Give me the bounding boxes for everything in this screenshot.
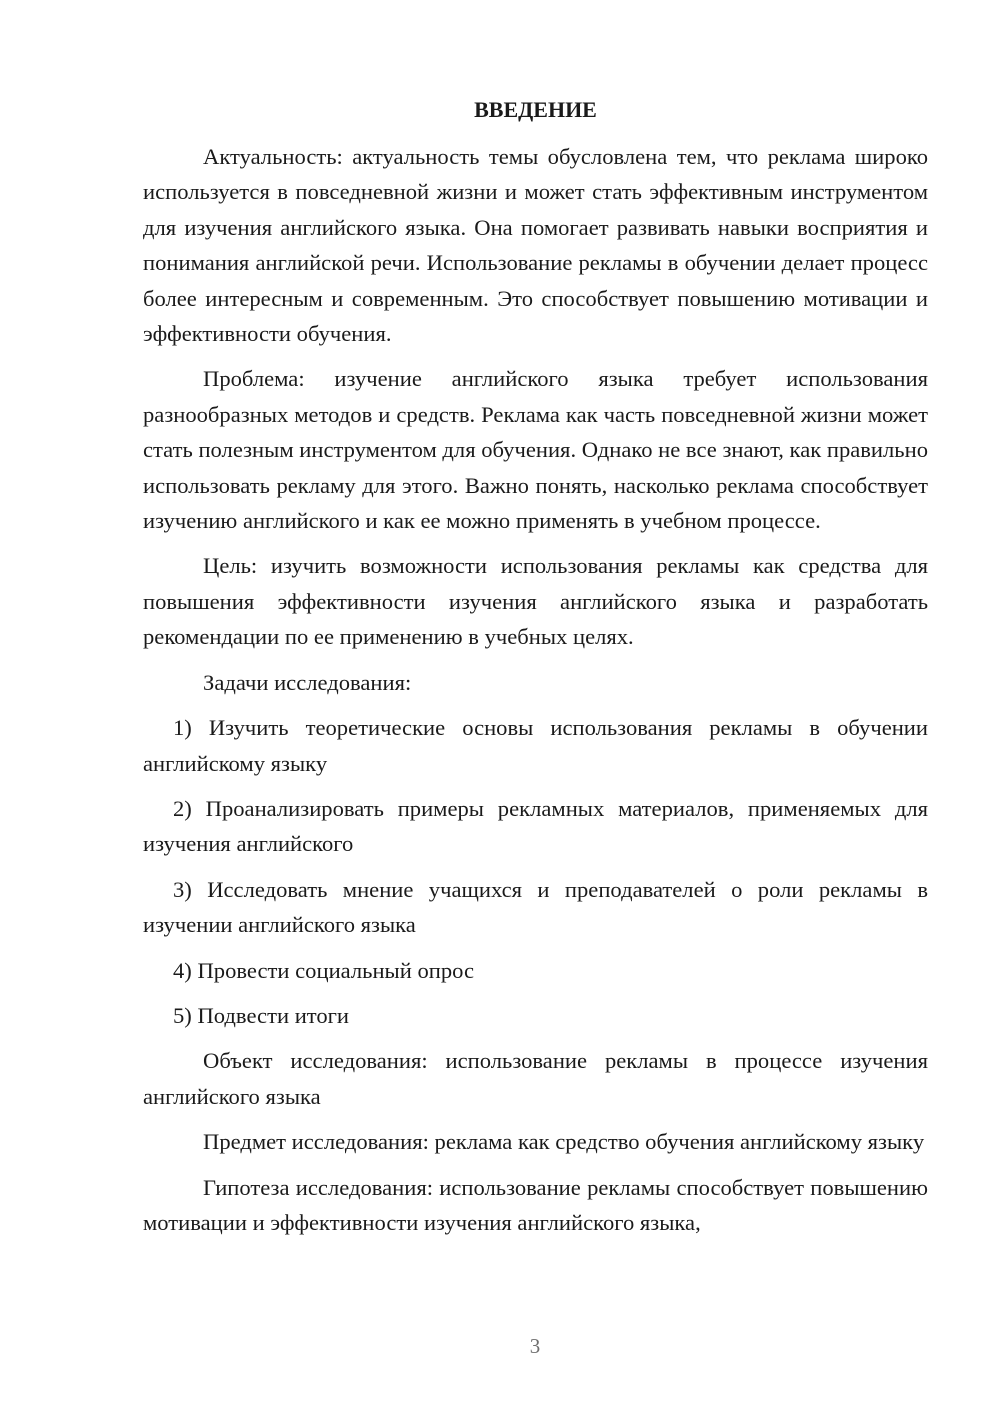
paragraph-relevance: Актуальность: актуальность темы обусловлена тем, что реклама широко используется в повседневной жизни и может стать эффективным инструментом для изучения английского языка. Она помогает развивать навыки восприятия и понимания английской речи. Использование рекламы в обучении делает процесс более интересным и современным. Это способствует повышению мотивации и эффективности обучения.: [143, 144, 928, 347]
section-title: ВВЕДЕНИЕ: [474, 97, 597, 122]
task-item-1: 1) Изучить теоретические основы использования рекламы в обучении английскому языку: [143, 715, 928, 776]
paragraph-goal: Цель: изучить возможности использования рекламы как средства для повышения эффективности изучения английского языка и разработать рекомендации по ее применению в учебных целях.: [143, 553, 928, 650]
paragraph-hypothesis: Гипотеза исследования: использование рекламы способствует повышению мотивации и эффективности изучения английского языка,: [143, 1174, 928, 1235]
task-item-5: 5) Подвести итоги: [173, 1002, 350, 1028]
task-item-3: 3) Исследовать мнение учащихся и преподавателей о роли рекламы в изучении английского языка: [143, 876, 928, 938]
paragraph-subject: Предмет исследования: реклама как средство обучения английскому языку: [203, 1129, 925, 1155]
page-content: [143, 95, 928, 1250]
task-item-2: 2) Проанализировать примеры рекламных материалов, применяемых для изучения английского: [143, 795, 928, 857]
paragraph-object: Объект исследования: использование рекламы в процессе изучения английского языка: [143, 1048, 928, 1109]
task-item-4: 4) Провести социальный опрос: [173, 957, 475, 983]
page-number: 3: [529, 1334, 541, 1358]
tasks-heading: Задачи исследования:: [203, 669, 412, 695]
paragraph-problem: Проблема: изучение английского языка требует использования разнообразных методов и средств. Реклама как часть повседневной жизни может стать полезным инструментом для обучения. Однако не все знают, как правильно использовать рекламу для этого. Важно понять, насколько реклама способствует изучению английского и как ее можно применять в учебном процессе.: [143, 366, 928, 534]
